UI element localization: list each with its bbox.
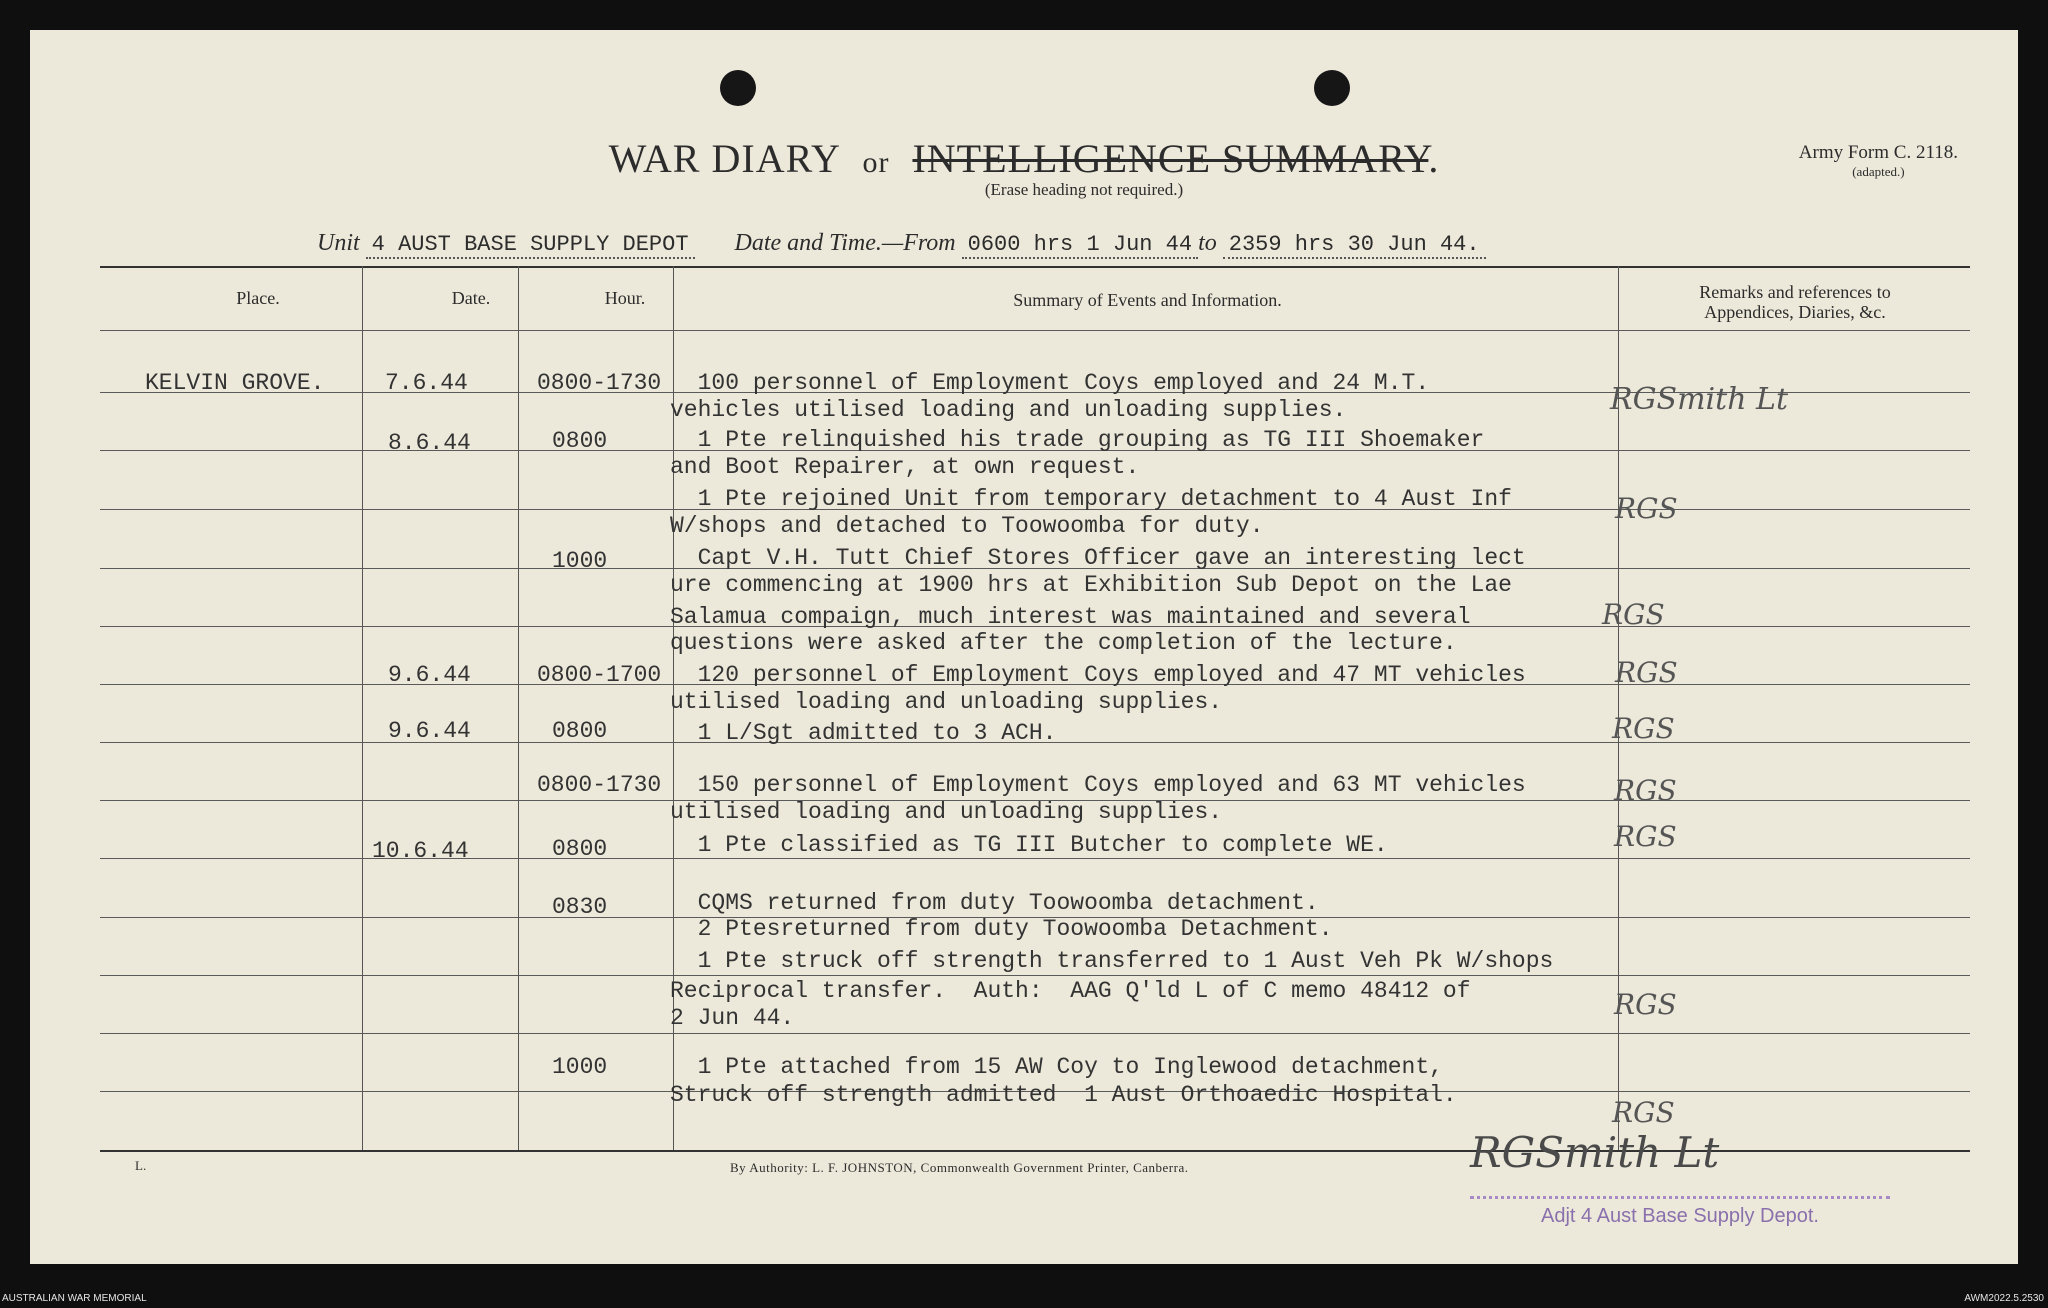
- hour-cell: 0800: [552, 428, 608, 454]
- summary-line: Capt V.H. Tutt Chief Stores Officer gave an interesting lect: [670, 545, 1526, 571]
- date-cell: 10.6.44: [372, 838, 469, 864]
- date-cell: 8.6.44: [388, 430, 471, 456]
- title-struck-heading: INTELLIGENCE SUMMARY: [912, 136, 1429, 181]
- hour-cell: 0800-1700: [537, 662, 662, 688]
- summary-line: utilised loading and unloading supplies.: [670, 689, 1223, 715]
- remarks-initials: RGS: [1614, 774, 1677, 807]
- form-mark: L.: [135, 1158, 147, 1173]
- title-or: or: [862, 146, 890, 179]
- army-form-number: [1799, 142, 1958, 180]
- diary-page: [30, 30, 2018, 1264]
- summary-line: 1 Pte relinquished his trade grouping as TG III Shoemaker: [670, 427, 1485, 453]
- date-cell: 9.6.44: [388, 718, 471, 744]
- col-header-remarks-line-1: Remarks and references to: [1699, 282, 1891, 302]
- summary-line: CQMS returned from duty Toowoomba detachment.: [670, 890, 1319, 916]
- printer-authority: By Authority: L. F. JOHNSTON, Commonwealth Government Printer, Canberra.: [730, 1160, 1189, 1175]
- summary-line: 1 Pte classified as TG III Butcher to complete WE.: [670, 832, 1388, 858]
- summary-line: utilised loading and unloading supplies.: [670, 799, 1223, 825]
- hour-cell: 0800: [552, 718, 608, 744]
- remarks-initials: RGS: [1614, 820, 1677, 853]
- hour-cell: 0800-1730: [537, 772, 662, 798]
- from-value: 0600 hrs 1 Jun 44: [962, 232, 1198, 259]
- summary-line: 1 Pte attached from 15 AW Coy to Inglewood detachment,: [670, 1054, 1443, 1080]
- col-header-date: Date.: [451, 288, 491, 308]
- col-header-remarks: [1620, 282, 1970, 322]
- summary-line: 1 Pte rejoined Unit from temporary detachment to 4 Aust Inf: [670, 486, 1512, 512]
- header-rule: [100, 330, 1970, 331]
- col-header-summary: Summary of Events and Information.: [1013, 290, 1282, 310]
- col-header-remarks-line-2: Appendices, Diaries, &c.: [1704, 302, 1886, 322]
- hour-cell: 0800-1730: [537, 370, 662, 396]
- summary-line: vehicles utilised loading and unloading supplies.: [670, 397, 1347, 423]
- hour-cell: 1000: [552, 1054, 608, 1080]
- remarks-initials: RGS: [1612, 1096, 1675, 1129]
- date-cell: 9.6.44: [388, 662, 471, 688]
- col-header-hour: Hour.: [604, 288, 646, 308]
- to-value: 2359 hrs 30 Jun 44.: [1223, 232, 1486, 259]
- hour-cell: 0830: [552, 894, 608, 920]
- remarks-initials: RGS: [1602, 598, 1665, 631]
- summary-line: 2 Ptesreturned from duty Toowoomba Detachment.: [670, 916, 1333, 942]
- date-cell: 7.6.44: [385, 370, 468, 396]
- summary-line: Salamua compaign, much interest was maintained and several: [670, 604, 1471, 630]
- adjutant-signature: RGSmith Lt: [1470, 1128, 1720, 1177]
- summary-line: and Boot Repairer, at own request.: [670, 454, 1140, 480]
- adjutant-stamp: Adjt 4 Aust Base Supply Depot.: [1470, 1196, 1890, 1228]
- unit-line: [317, 230, 1486, 257]
- col-header-place: Place.: [236, 288, 280, 308]
- row-rule: [100, 1033, 1970, 1034]
- erase-note: (Erase heading not required.): [984, 180, 1184, 199]
- summary-line: 1 L/Sgt admitted to 3 ACH.: [670, 720, 1057, 746]
- summary-line: 1 Pte struck off strength transferred to 1 Aust Veh Pk W/shops: [670, 948, 1554, 974]
- remarks-signature: RGSmith Lt: [1610, 382, 1789, 417]
- title-war-diary: WAR DIARY: [608, 136, 840, 181]
- summary-line: 2 Jun 44.: [670, 1005, 795, 1031]
- remarks-initials: RGS: [1612, 712, 1675, 745]
- remarks-initials: RGS: [1614, 988, 1677, 1021]
- summary-line: 150 personnel of Employment Coys employed and 63 MT vehicles: [670, 772, 1526, 798]
- page-title: WAR DIARY or INTELLIGENCE SUMMARY.: [608, 136, 1440, 181]
- table-top-rule: [100, 266, 1970, 268]
- remarks-initials: RGS: [1615, 656, 1678, 689]
- row-rule: [100, 975, 1970, 976]
- summary-line: 120 personnel of Employment Coys employed and 47 MT vehicles: [670, 662, 1526, 688]
- archive-credit: AUSTRALIAN WAR MEMORIAL: [2, 1293, 147, 1304]
- archive-reference: AWM2022.5.2530: [1964, 1293, 2044, 1304]
- remarks-initials: RGS: [1615, 492, 1678, 525]
- summary-line: questions were asked after the completion of the lecture.: [670, 630, 1457, 656]
- hour-cell: 1000: [552, 548, 608, 574]
- summary-line: W/shops and detached to Toowoomba for duty.: [670, 513, 1264, 539]
- unit-value: 4 AUST BASE SUPPLY DEPOT: [366, 232, 695, 259]
- army-form-label: Army Form C. 2118.: [1798, 142, 1958, 163]
- hour-cell: 0800: [552, 836, 608, 862]
- summary-line: Struck off strength admitted 1 Aust Orthoaedic Hospital.: [670, 1082, 1457, 1108]
- punch-hole-left: [720, 70, 756, 106]
- col-divider-date: [518, 266, 519, 1150]
- unit-label: Unit: [317, 230, 360, 256]
- place-cell: KELVIN GROVE.: [145, 370, 325, 396]
- to-label: to: [1198, 230, 1217, 256]
- summary-line: ure commencing at 1900 hrs at Exhibition Sub Depot on the Lae: [670, 572, 1512, 598]
- col-divider-place: [362, 266, 363, 1150]
- summary-line: 100 personnel of Employment Coys employed and 24 M.T.: [670, 370, 1430, 396]
- army-form-adapted: (adapted.): [1852, 164, 1905, 179]
- summary-line: Reciprocal transfer. Auth: AAG Q'ld L of C memo 48412 of: [670, 978, 1471, 1004]
- date-label: Date and Time.—From: [734, 230, 956, 256]
- punch-hole-right: [1314, 70, 1350, 106]
